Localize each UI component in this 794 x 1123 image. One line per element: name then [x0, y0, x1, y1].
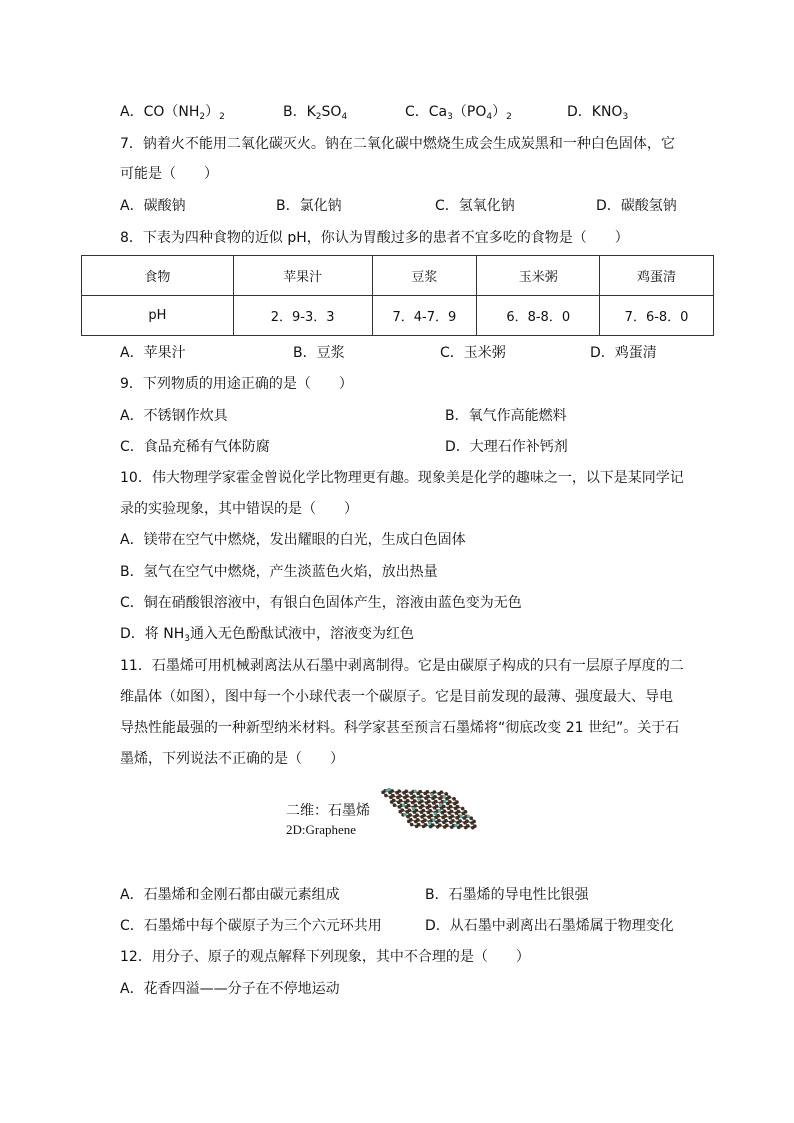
carbon-atom: [422, 825, 426, 829]
carbon-atom: [470, 821, 474, 825]
q10-stem-line1: 10．伟大物理学家霍金曾说化学比物理更有趣。现象美是化学的趣味之一，以下是某同学记: [120, 470, 684, 486]
carbon-atom: [453, 802, 457, 806]
carbon-atom: [457, 826, 461, 830]
carbon-atom: [404, 801, 408, 805]
carbon-atom: [441, 811, 445, 815]
table-cell: 苹果汁: [233, 256, 372, 296]
q11-option-c: C．石墨烯中每个碳原子为三个六元环共用: [120, 918, 382, 934]
carbon-atom: [456, 821, 460, 825]
table-cell: 2．9-3．3: [233, 296, 372, 336]
edge-atom: [434, 812, 437, 815]
q6-option-d: D．$KNO_3$: [567, 104, 629, 122]
edge-atom: [430, 793, 433, 796]
carbon-atom: [449, 821, 453, 825]
q10-option-c: C．铜在硝酸银溶液中，有银白色固体产生，溶液由蓝色变为无色: [120, 595, 522, 611]
carbon-atom: [403, 796, 407, 800]
q7-stem-line2: 可能是（ ）: [120, 166, 218, 182]
carbon-atom: [447, 806, 451, 810]
q11-stem-line4: 墨烯，下列说法不正确的是（ ）: [120, 751, 344, 767]
carbon-atom: [443, 825, 447, 829]
carbon-atom: [424, 796, 428, 800]
carbon-atom: [397, 789, 401, 793]
carbon-atom: [390, 789, 394, 793]
carbon-atom: [432, 801, 436, 805]
table-cell: 豆浆: [372, 256, 477, 296]
q6-option-c: C．$Ca_3(PO_4)_2$: [405, 104, 512, 122]
carbon-atom: [464, 826, 468, 830]
edge-atom: [402, 803, 405, 806]
carbon-atom: [431, 797, 435, 801]
table-cell: 食物: [82, 256, 234, 296]
q8-ph-table: [81, 255, 714, 336]
q11-option-d: D．从石墨中剥离出石墨烯属于物理变化: [425, 918, 674, 934]
table-row: [82, 296, 714, 336]
figure-caption-english: 2D:Graphene: [286, 822, 357, 837]
figure-caption-chinese: 二维：石墨烯: [286, 803, 370, 819]
carbon-atom: [405, 805, 409, 809]
carbon-atom: [419, 810, 423, 814]
carbon-atom: [413, 815, 417, 819]
q6-option-b: B．$K_2SO_4$: [283, 104, 348, 122]
q11-option-a: A．石墨烯和金刚石都由碳元素组成: [120, 887, 340, 903]
q8-option-d: D．鸡蛋清: [590, 345, 657, 361]
carbon-atom: [433, 806, 437, 810]
q7-option-d: D．碳酸氢钠: [596, 198, 677, 214]
carbon-atom: [461, 807, 465, 811]
carbon-atom: [444, 792, 448, 796]
q6-option-a: A．$CO(NH_2)_2$: [120, 104, 225, 122]
carbon-atom: [421, 820, 425, 824]
carbon-atom: [463, 821, 467, 825]
carbon-atom: [405, 810, 409, 814]
edge-atom: [443, 800, 446, 803]
q10-option-d: D．将 $NH_3$通入无色酚酞试液中，溶液变为红色: [120, 626, 414, 644]
carbon-atom: [420, 815, 424, 819]
carbon-atom: [469, 816, 473, 820]
carbon-atom: [398, 810, 402, 814]
edge-atom: [442, 795, 445, 798]
carbon-atom: [442, 820, 446, 824]
carbon-atom: [390, 800, 394, 804]
edge-atom: [403, 813, 406, 816]
q7-option-c: C．氢氧化钠: [435, 198, 515, 214]
carbon-atom: [396, 796, 400, 800]
table-cell: 鸡蛋清: [600, 256, 714, 296]
carbon-atom: [397, 800, 401, 804]
table-cell: 6．8-8．0: [477, 296, 600, 336]
q8-stem: 8．下表为四种食物的近似 pH，你认为胃酸过多的患者不宜多吃的食物是（ ）: [120, 230, 629, 246]
carbon-atom: [445, 797, 449, 801]
carbon-atom: [426, 806, 430, 810]
carbon-atom: [455, 816, 459, 820]
carbon-atom: [440, 790, 444, 794]
carbon-atom: [452, 797, 456, 801]
carbon-atom: [436, 825, 440, 829]
carbon-atom: [455, 811, 459, 815]
q9-option-d: D．大理石作补钙剂: [445, 439, 568, 455]
q11-option-b: B．石墨烯的导电性比银强: [425, 887, 589, 903]
carbon-atom: [407, 820, 411, 824]
edge-atom: [428, 821, 431, 824]
q11-stem-line2: 维晶体（如图），图中每一个小球代表一个碳原子。它是目前发现的最薄、强度最大、导电: [120, 689, 673, 705]
carbon-atom: [454, 807, 458, 811]
carbon-atom: [446, 802, 450, 806]
carbon-atom: [448, 816, 452, 820]
table-cell: 玉米粥: [477, 256, 600, 296]
q7-option-a: A．碳酸钠: [120, 198, 186, 214]
edge-atom: [417, 798, 420, 801]
graphene-lattice-image: [380, 788, 520, 872]
carbon-atom: [389, 795, 393, 799]
carbon-atom: [427, 815, 431, 819]
q7-stem-line1: 7．钠着火不能用二氧化碳灭火。钠在二氧化碳中燃烧生成会生成炭黑和一种白色固体，它: [120, 136, 675, 152]
q10-stem-line2: 录的实验现象，其中错误的是（ ）: [120, 501, 358, 517]
carbon-atom: [440, 806, 444, 810]
carbon-atom: [429, 825, 433, 829]
carbon-atom: [433, 790, 437, 794]
carbon-atom: [406, 815, 410, 819]
table-header-row: [82, 256, 714, 296]
q12-option-a: A．花香四溢——分子在不停地运动: [120, 981, 340, 997]
carbon-atom: [462, 811, 466, 815]
carbon-atom: [435, 820, 439, 824]
q9-option-b: B．氧气作高能燃料: [445, 408, 567, 424]
table-cell: 7．4-7．9: [372, 296, 477, 336]
carbon-atom: [404, 790, 408, 794]
carbon-atom: [438, 797, 442, 801]
carbon-atom: [410, 796, 414, 800]
q8-option-a: A．苹果汁: [120, 345, 186, 361]
edge-atom: [438, 809, 441, 812]
edge-atom: [412, 807, 415, 810]
carbon-atom: [441, 816, 445, 820]
q9-stem: 9．下列物质的用途正确的是（ ）: [120, 376, 353, 392]
carbon-atom: [471, 826, 475, 830]
carbon-atom: [414, 820, 418, 824]
q10-option-b: B．氢气在空气中燃烧，产生淡蓝色火焰，放出热量: [120, 564, 438, 580]
carbon-atom: [425, 801, 429, 805]
q7-option-b: B．氯化钠: [276, 198, 342, 214]
carbon-atom: [412, 810, 416, 814]
carbon-atom: [418, 801, 422, 805]
carbon-atom: [398, 805, 402, 809]
q9-option-a: A．不锈钢作炊具: [120, 408, 228, 424]
q8-option-c: C．玉米粥: [440, 345, 506, 361]
edge-atom: [454, 824, 457, 827]
q9-option-c: C．食品充稀有气体防腐: [120, 439, 270, 455]
q11-stem-line1: 11．石墨烯可用机械剥离法从石墨中剥离制得。它是由碳原子构成的只有一层原子厚度的二: [120, 658, 684, 674]
carbon-atom: [415, 824, 419, 828]
carbon-atom: [384, 794, 388, 798]
carbon-atom: [410, 823, 414, 827]
q8-option-b: B．豆浆: [293, 345, 345, 361]
q12-stem: 12．用分子、原子的观点解释下列现象，其中不合理的是（ ）: [120, 949, 530, 965]
carbon-atom: [462, 816, 466, 820]
q11-stem-line3: 导热性能最强的一种新型纳米材料。科学家甚至预言石墨烯将“彻底改变 21 世纪”。关于石: [120, 720, 680, 736]
carbon-atom: [448, 811, 452, 815]
table-cell: pH: [82, 296, 234, 336]
table-cell: 7．6-8．0: [600, 296, 714, 336]
q10-option-a: A．镁带在空气中燃烧，发出耀眼的白光，生成白色固体: [120, 532, 466, 548]
carbon-atom: [450, 825, 454, 829]
edge-atom: [460, 814, 463, 817]
edge-atom: [439, 803, 442, 806]
edge-atom: [467, 815, 470, 818]
edge-atom: [414, 790, 417, 793]
carbon-atom: [393, 803, 397, 807]
carbon-atom: [411, 801, 415, 805]
edge-atom: [432, 818, 435, 821]
carbon-atom: [419, 806, 423, 810]
carbon-atom: [427, 811, 431, 815]
carbon-atom: [434, 815, 438, 819]
carbon-atom: [425, 790, 429, 794]
carbon-atom: [418, 790, 422, 794]
